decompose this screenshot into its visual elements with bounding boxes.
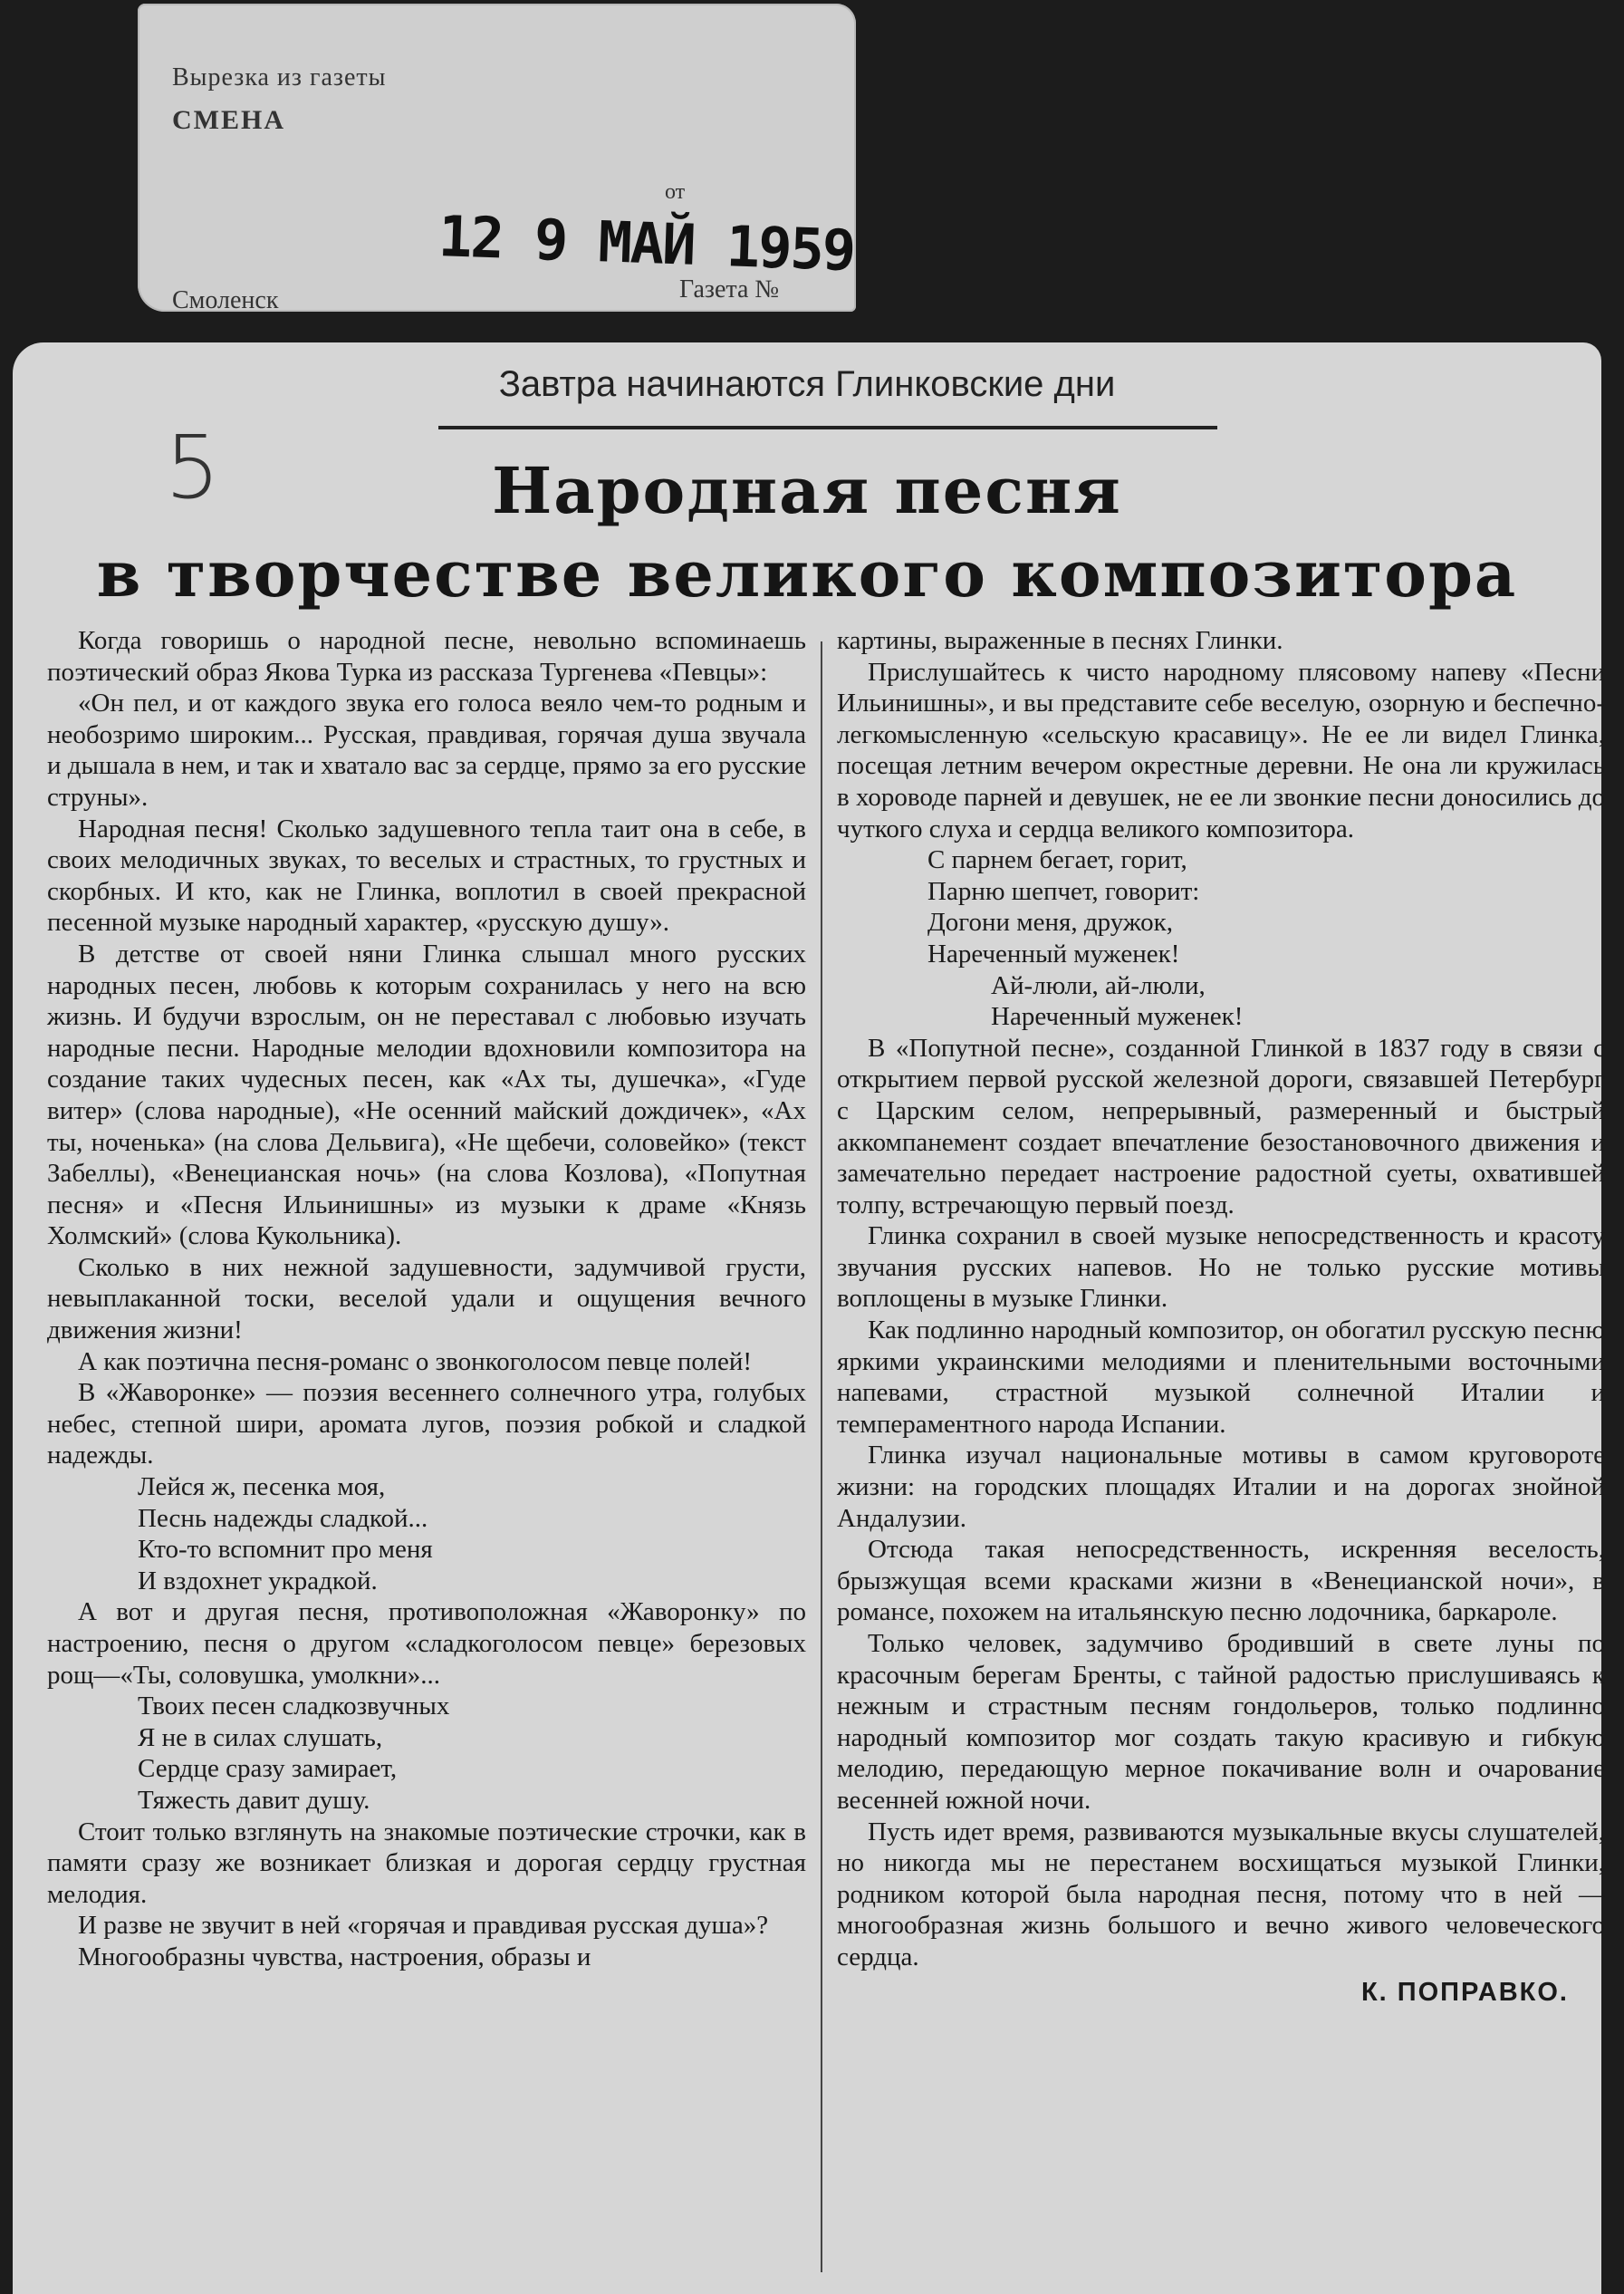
paragraph: Пусть идет время, развиваются музыкальные вкусы слушателей, но никогда мы не перестанем восхищаться музыкой Глинки, родником которой была народная песня, потому что в ней — многообразная жизнь большого и вечно живого человеческого сердца. bbox=[837, 1817, 1605, 1971]
verse-line: Сердце сразу замирает, bbox=[138, 1754, 398, 1784]
verse-line: Песнь надежды сладкой... bbox=[138, 1503, 428, 1533]
paragraph: И разве не звучит в ней «горячая и правдивая русская душа»? bbox=[78, 1911, 769, 1941]
paragraph: А вот и другая песня, противоположная «Жаворонку» по настроению, песня о другом «сладкоголосом певце» березовых рощ—«Ты, соловушка, умолкни»... bbox=[47, 1597, 806, 1690]
date-stamp: 12 9 МАЙ 1959 bbox=[437, 203, 856, 284]
article-title-line1: Народная песня bbox=[492, 453, 1122, 528]
clipping-label bbox=[138, 4, 856, 312]
paragraph: В детстве от своей няни Глинка слышал много русских народных песен, любовь к которым сохранилась у него на всю жизнь. И будучи взрослым, он не переставал с любовью изучать народные песни. Народные мелодии вдохновили композитора на создание таких чудесных песен, как «Ах ты, душечка», «Гуде витер» (слова народные), «Не осенний майский дождичек», «Ах ты, ноченька» (на слова Дельвига), «Не щебечи, соловейко» (текст Забеллы), «Венецианская ночь» (на слова Козлова), «Попутная песня» и «Песня Ильинишны» из музыки к драме «Князь Холмский» (слова Кукольника). bbox=[47, 939, 806, 1251]
paragraph: картины, выраженные в песнях Глинки. bbox=[837, 626, 1283, 655]
article-column-left bbox=[47, 625, 806, 1973]
verse-line: Нареченный муженек! bbox=[991, 1002, 1244, 1032]
paragraph: Отсюда такая непосредственность, искренняя веселость, брызжущая всеми красками жизни в «Венецианской ночи», в романсе, похожем на итальянскую песню лодочника, баркароле. bbox=[837, 1535, 1605, 1627]
verse-line: Я не в силах слушать, bbox=[138, 1722, 383, 1752]
verse-line: Тяжесть давит душу. bbox=[138, 1785, 370, 1815]
handwritten-number: 5 bbox=[165, 417, 221, 518]
paragraph: Глинка сохранил в своей музыке непосредственность и красоту звучания русских напевов. Но не только русские мотивы воплощены в музыке Глинки. bbox=[837, 1221, 1605, 1314]
paragraph: Прислушайтесь к чисто народному плясовому напеву «Песни Ильинишны», и вы представите себе веселую, озорную и беспечно-легкомысленную «сельскую красавицу». Не ее ли видел Глинка, посещая летним вечером окрестные деревни. Не она ли кружилась в хороводе парней и девушек, не ее ли звонкие песни доносились до чуткого слуха и сердца великого композитора. bbox=[837, 657, 1605, 843]
clipping-label-caption: Вырезка из газеты bbox=[172, 63, 387, 92]
gazette-number-label: Газета № bbox=[679, 275, 780, 304]
paragraph: Стоит только взглянуть на знакомые поэтические строчки, как в памяти сразу же возникает близкая и дорогая сердцу грустная мелодия. bbox=[47, 1817, 806, 1909]
paragraph: «Он пел, и от каждого звука его голоса веяло чем-то родным и необозримо широким... Русская, правдивая, горячая душа звучала и дышала в нем, и так и хватало вас за сердце, прямо за его русские струны». bbox=[47, 689, 806, 812]
paragraph: Только человек, задумчиво бродивший в свете луны по красочным берегам Бренты, с тайной радостью прислушиваясь к нежным и страстным песням гондольеров, только подлинно народный композитор мог создать такую красивую и гибкую мелодию, передающую мерное покачивание волн и очарование весенней южной ночи. bbox=[837, 1629, 1605, 1815]
verse-line: Нареченный муженек! bbox=[927, 939, 1180, 969]
article-kicker: Завтра начинаются Глинковские дни bbox=[498, 364, 1116, 404]
article-column-right bbox=[837, 625, 1605, 2008]
paragraph: Сколько в них нежной задушевности, задумчивой грусти, невыплаканной тоски, веселой удали и ощущения вечного движения жизни! bbox=[47, 1252, 806, 1345]
verse-line: Парню шепчет, говорит: bbox=[927, 876, 1200, 906]
verse-line: Ай-люли, ай-люли, bbox=[991, 970, 1206, 1000]
paragraph: Когда говоришь о народной песне, невольно вспоминаешь поэтический образ Якова Турка из рассказа Тургенева «Певцы»: bbox=[47, 626, 806, 687]
paragraph: Глинка изучал национальные мотивы в самом круговороте жизни: на городских площадях Италии и на дорогах знойной Андалузии. bbox=[837, 1441, 1605, 1533]
author-signature: К. ПОПРАВКО. bbox=[1360, 1977, 1569, 2007]
newspaper-name: СМЕНА bbox=[172, 105, 285, 135]
verse-line: Кто-то вспомнит про меня bbox=[138, 1535, 433, 1565]
column-divider bbox=[821, 641, 822, 2272]
paragraph: В «Попутной песне», созданной Глинкой в 1837 году в связи с открытием первой русской железной дороги, связавшей Петербург с Царским селом, непрерывный, размеренный и быстрый аккомпанемент создает впечатление безостановочного движения и замечательно передает настроение радостной суеты, охватившей толпу, встречающую первый поезд. bbox=[837, 1033, 1605, 1219]
paragraph: Как подлинно народный композитор, он обогатил русскую песню яркими украинскими мелодиями и пленительными восточными напевами, страстной музыкой солнечной Италии и темпераментного народа Испании. bbox=[837, 1316, 1605, 1439]
verse-line: Лейся ж, песенка моя, bbox=[138, 1472, 386, 1502]
verse-line: Догони меня, дружок, bbox=[927, 908, 1173, 938]
article-title-line2: в творчестве великого композитора bbox=[96, 536, 1518, 612]
from-label: от bbox=[665, 180, 686, 204]
paragraph: А как поэтична песня-романс о звонкоголосом певце полей! bbox=[78, 1346, 753, 1376]
kicker-underline bbox=[438, 426, 1217, 429]
city-label: Смоленск bbox=[172, 286, 279, 314]
paragraph: Народная песня! Сколько задушевного тепла таит она в себе, в своих мелодичных звуках, то веселых и страстных, то грустных и скорбных. И кто, как не Глинка, воплотил в своей прекрасной песенной музыке народный характер, «русскую душу». bbox=[47, 814, 806, 938]
verse-line: И вздохнет украдкой. bbox=[138, 1566, 378, 1595]
verse-line: С парнем бегает, горит, bbox=[927, 845, 1187, 875]
verse-line: Твоих песен сладкозвучных bbox=[138, 1692, 450, 1721]
paragraph: В «Жаворонке» — поэзия весеннего солнечного утра, голубых небес, степной шири, аромата лугов, поэзия робкой и сладкой надежды. bbox=[47, 1378, 806, 1470]
paragraph: Многообразны чувства, настроения, образы и bbox=[78, 1942, 591, 1971]
newspaper-clipping bbox=[13, 342, 1605, 2294]
